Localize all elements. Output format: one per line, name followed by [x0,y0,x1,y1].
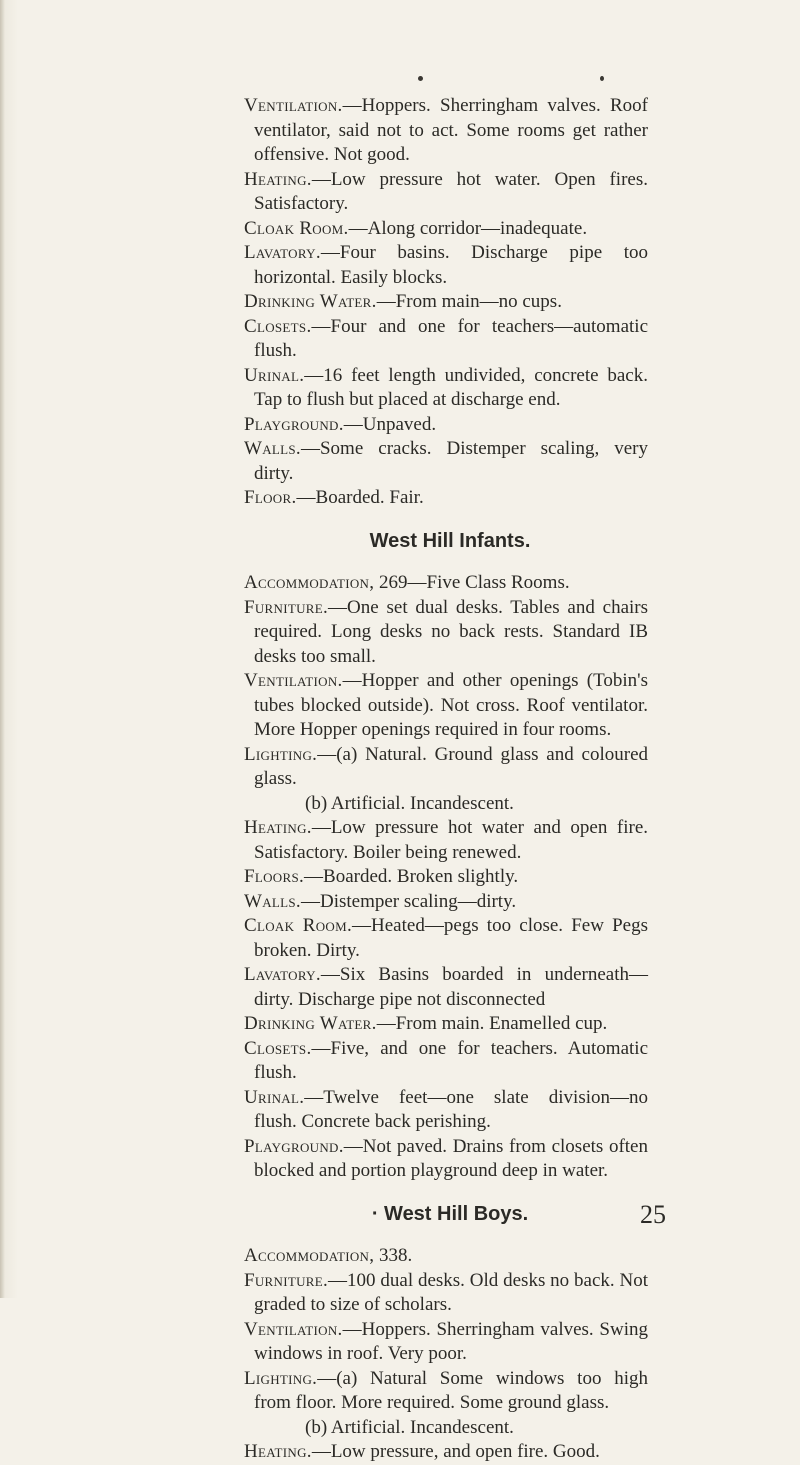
entry-text: —From main—no cups. [376,291,562,312]
entry-paragraph [0,816,800,865]
entry-paragraph [0,364,800,413]
entry-text: —Low pressure, and open fire. Good. [311,1441,600,1462]
entry-label: Heating. [244,817,312,838]
entry-paragraph [0,217,800,242]
heading-mark: · [371,1202,379,1225]
entry-label: Playground. [244,1135,344,1157]
entry-label: Playground. [244,413,344,435]
entry-paragraph [0,168,800,217]
entry-paragraph [0,1440,800,1465]
heading-text: West Hill Infants. [369,529,531,552]
entry-paragraph [0,1416,800,1441]
entry-paragraph [0,1244,800,1269]
entry-text: —Twelve feet—one slate division—no flush. Concrete back perishing. [254,1086,648,1132]
heading-text: West Hill Boys. [384,1202,529,1225]
ink-speck [600,76,604,81]
entry-label: Urinal. [244,364,305,386]
entry-paragraph [0,1012,800,1037]
entry-paragraph [0,792,800,817]
entry-paragraph [0,413,800,438]
entry-label: Cloak Room. [244,217,349,239]
entry-text: —Boarded. Fair. [296,487,424,508]
entry-text: —Four basins. Discharge pipe too horizontal. Easily blocks. [254,242,648,288]
entry-text: —Some cracks. Distemper scaling, very dirty. [254,438,648,484]
entry-paragraph [0,743,800,792]
entry-paragraph [0,963,800,1012]
entry-paragraph [0,1135,800,1184]
entry-paragraph [0,315,800,364]
entry-text: (b) Artificial. Incandescent. [305,792,514,814]
entry-label: Lavatory. [244,964,321,985]
section-west-hill-infants [0,571,800,1184]
entry-label: Cloak Room. [244,915,353,936]
entry-paragraph [0,290,800,315]
entry-label: Lavatory. [244,242,321,263]
entry-paragraph [0,1318,800,1367]
entry-text: —Unpaved. [343,413,437,435]
entry-paragraph [0,865,800,890]
entry-label: Closets. [244,1037,312,1059]
entry-text: —From main. Enamelled cup. [376,1013,608,1034]
entry-text: —100 dual desks. Old desks no back. Not graded to size of scholars. [254,1269,648,1315]
entry-text: —Hoppers. Sherringham valves. Roof ventilator, said not to act. Some rooms get rather offensive. Not good. [254,95,648,165]
entry-paragraph [0,571,800,596]
heading-west-hill-boys [0,1202,800,1227]
entry-text: —Boarded. Broken slightly. [304,866,519,887]
entry-label: Furniture. [244,596,329,618]
entry-text: —(a) Natural. Ground glass and coloured glass. [254,743,648,789]
entry-text: —(a) Natural Some windows too high from floor. More required. Some ground glass. [254,1367,648,1413]
entry-label: Ventilation. [244,1318,343,1340]
entry-label: Walls. [244,438,301,459]
entry-text: 338. [374,1245,413,1266]
entry-text: (b) Artificial. Incandescent. [305,1416,514,1438]
entry-text: —Low pressure hot water. Open fires. Satisfactory. [254,168,648,214]
entry-paragraph [0,1367,800,1416]
entry-paragraph [0,1037,800,1086]
section-previous-school [0,94,800,511]
entry-label: Floor. [244,487,297,508]
entry-paragraph [0,1269,800,1318]
entry-label: Lighting. [244,1367,318,1389]
entry-text: —Hoppers. Sherringham valves. Swing windows in roof. Very poor. [254,1318,648,1364]
ink-speck [418,76,423,81]
entry-text: —Distemper scaling—dirty. [300,890,517,912]
entry-text: 269—Five Class Rooms. [374,572,570,593]
entry-paragraph [0,669,800,743]
entry-label: Ventilation. [244,95,343,116]
entry-label: Drinking Water. [244,1013,377,1034]
section-west-hill-boys [0,1244,800,1465]
page-content [0,94,800,1465]
entry-paragraph [0,241,800,290]
entry-label: Furniture. [244,1269,329,1291]
entry-text: —Low pressure hot water and open fire. Satisfactory. Boiler being renewed. [254,817,648,863]
entry-label: Accommodation, [244,1245,375,1266]
entry-label: Ventilation. [244,670,343,691]
page-number: 25 [640,1200,666,1229]
entry-paragraph [0,890,800,915]
entry-label: Heating. [244,1441,312,1462]
entry-paragraph [0,94,800,168]
entry-paragraph [0,914,800,963]
entry-text: —Hopper and other openings (Tobin's tubes blocked outside). Not cross. Roof ventilator. More Hopper openings required in four rooms. [254,670,648,740]
entry-label: Heating. [244,168,312,190]
entry-text: —Not paved. Drains from closets often blocked and portion playground deep in water. [254,1135,648,1181]
entry-label: Floors. [244,866,305,887]
entry-label: Closets. [244,315,312,337]
entry-label: Drinking Water. [244,291,377,312]
entry-text: —Heated—pegs too close. Few Pegs broken. Dirty. [254,915,649,961]
entry-label: Walls. [244,890,301,912]
entry-text: —16 feet length undivided, concrete back. Tap to flush but placed at discharge end. [254,364,648,410]
entry-text: —Five, and one for teachers. Automatic flush. [254,1037,648,1083]
entry-text: —Six Basins boarded in underneath—dirty. Discharge pipe not disconnected [254,964,648,1010]
entry-text: —Along corridor—inadequate. [348,217,588,239]
entry-text: —Four and one for teachers—automatic flush. [254,315,648,361]
entry-label: Urinal. [244,1086,305,1108]
entry-paragraph [0,596,800,670]
entry-label: Lighting. [244,743,318,765]
entry-label: Accommodation, [244,572,375,593]
entry-paragraph [0,486,800,511]
entry-paragraph [0,437,800,486]
entry-text: —One set dual desks. Tables and chairs required. Long desks no back rests. Standard IB desks too small. [254,596,648,667]
entry-paragraph [0,1086,800,1135]
heading-west-hill-infants [0,529,800,554]
